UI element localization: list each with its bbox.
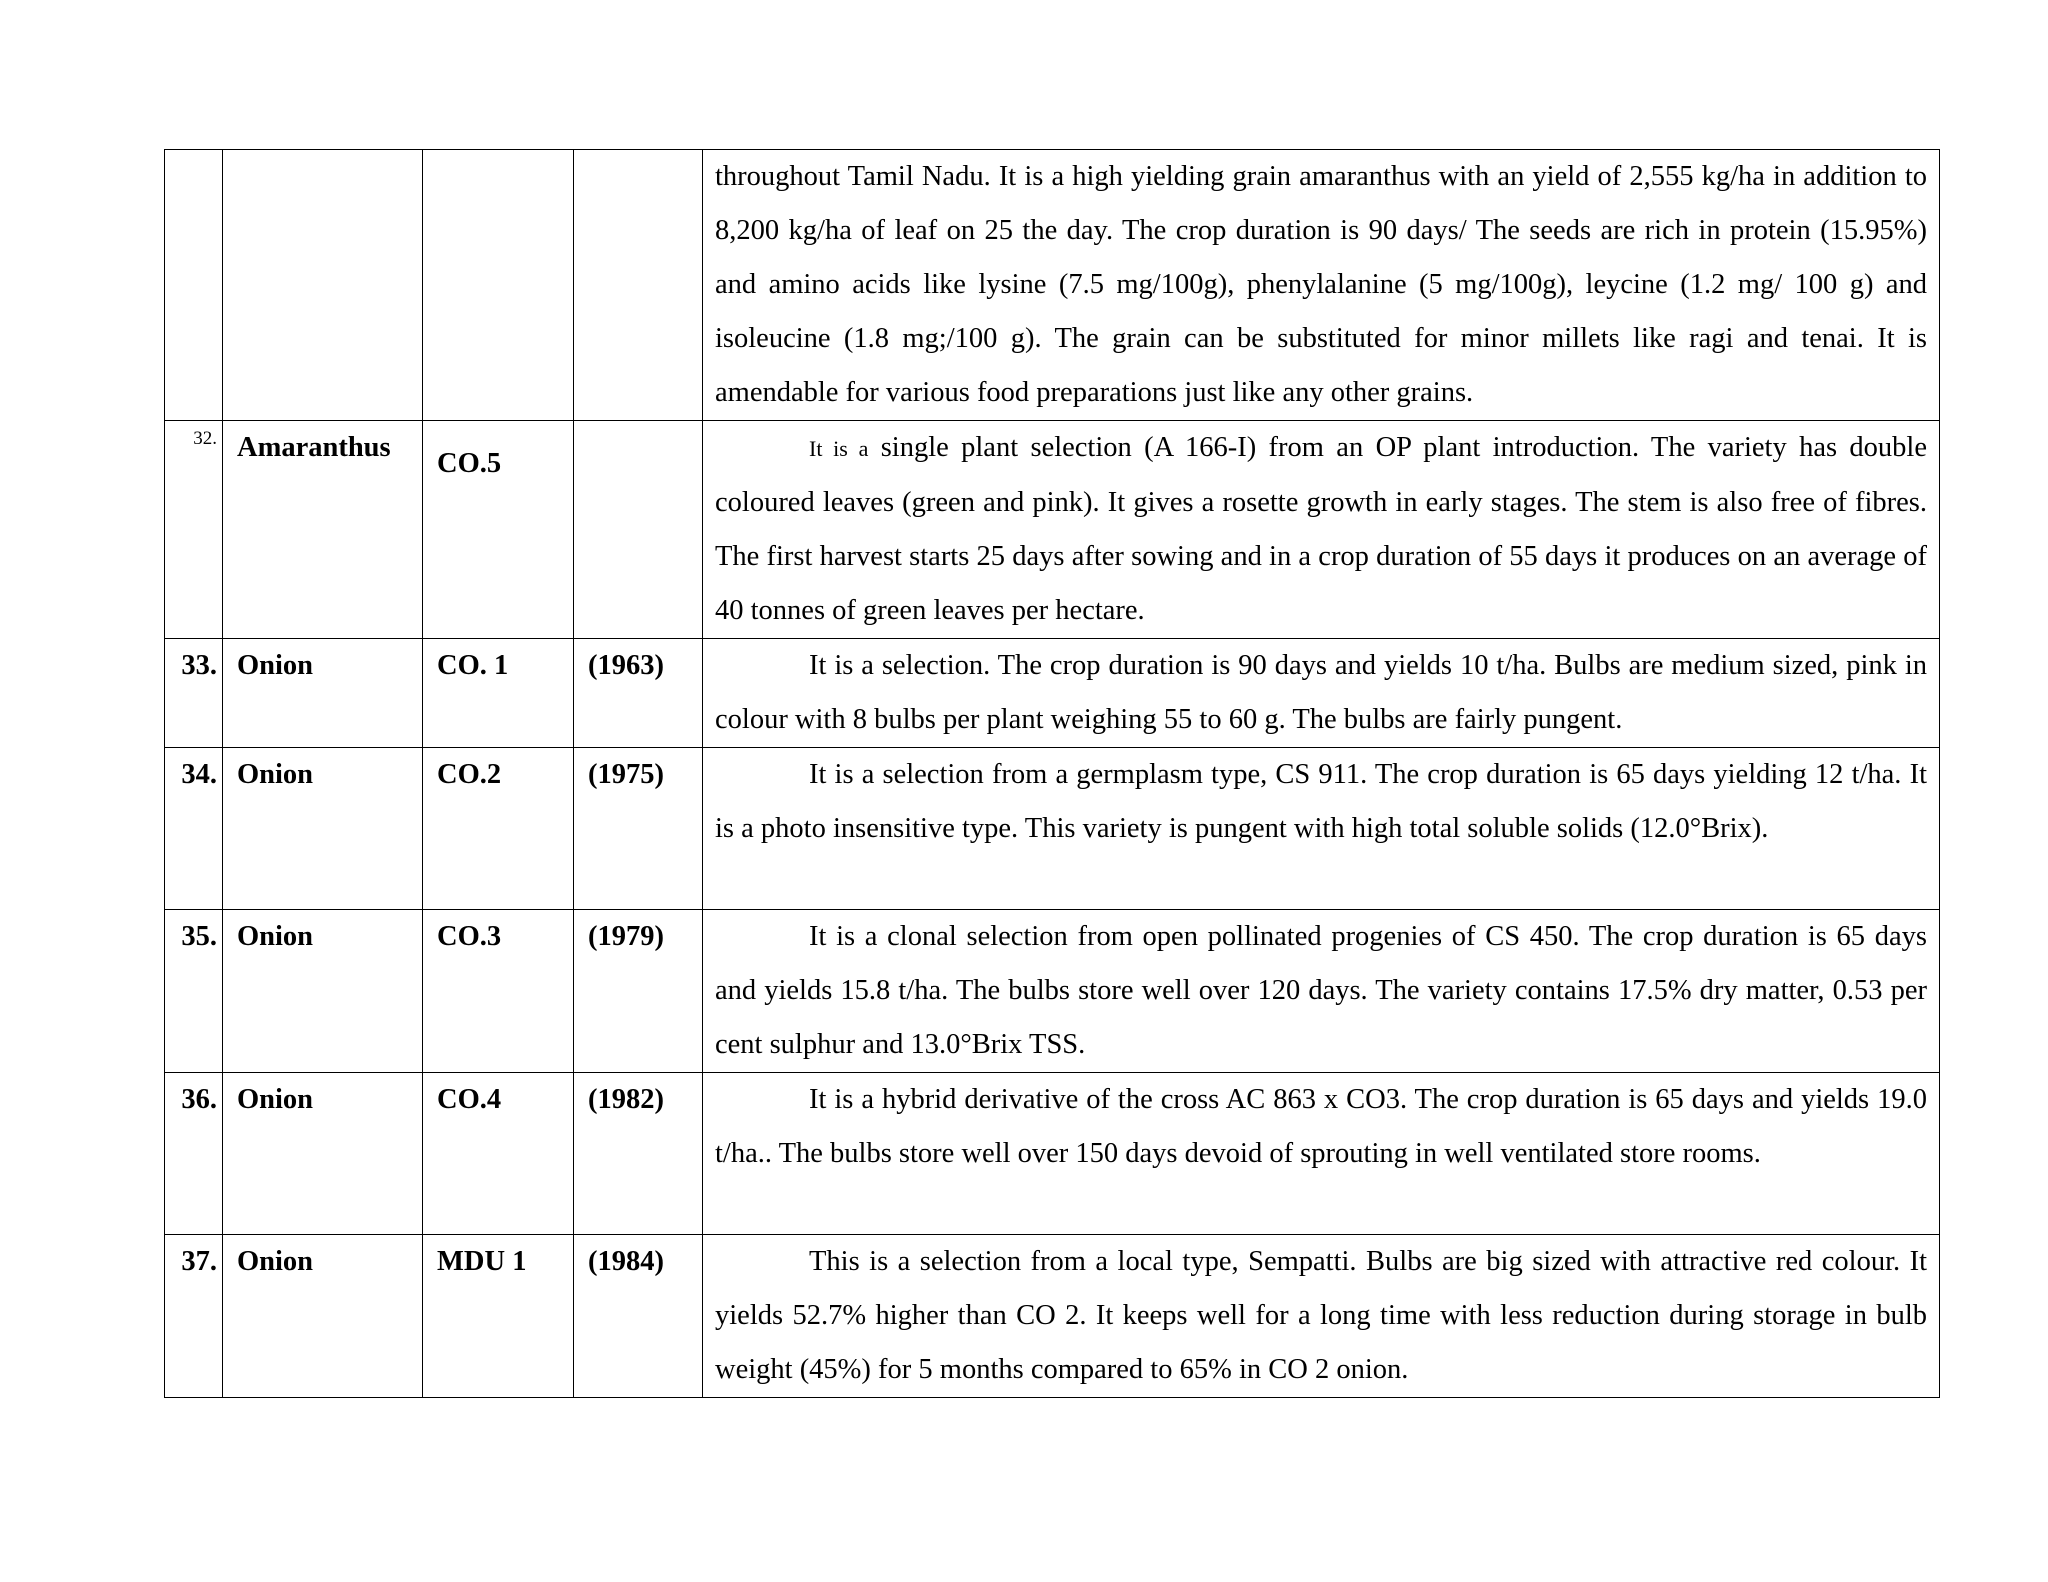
variety-cell xyxy=(423,150,574,421)
crop-cell: Onion xyxy=(223,639,423,748)
crop-cell xyxy=(223,150,423,421)
crop-cell: Onion xyxy=(223,1235,423,1398)
variety-cell: CO.5 xyxy=(423,421,574,639)
table-row xyxy=(165,910,1940,1073)
serial-number-cell: 33. xyxy=(165,639,223,748)
description-lead: It is a xyxy=(809,436,869,461)
variety-cell: CO. 1 xyxy=(423,639,574,748)
year-cell xyxy=(574,150,703,421)
description-cell xyxy=(703,1073,1940,1235)
description-cell xyxy=(703,1235,1940,1398)
year-cell: (1975) xyxy=(574,748,703,910)
serial-number-cell: 36. xyxy=(165,1073,223,1235)
description-cell xyxy=(703,748,1940,910)
description-text: It is a clonal selection from open pollinated progenies of CS 450. The crop duration is 65 days and yields 15.8 t/ha. The bulbs store well over 120 days. The variety contains 17.5% dry matter, 0.53 per cent sulphur and 13.0°Brix TSS. xyxy=(715,921,1927,1060)
variety-cell: CO.2 xyxy=(423,748,574,910)
description-cell xyxy=(703,150,1940,421)
description-cell xyxy=(703,421,1940,639)
table-row xyxy=(165,1073,1940,1235)
table-row xyxy=(165,639,1940,748)
variety-cell: CO.4 xyxy=(423,1073,574,1235)
crop-cell: Onion xyxy=(223,1073,423,1235)
table-row xyxy=(165,1235,1940,1398)
variety-cell: MDU 1 xyxy=(423,1235,574,1398)
varieties-table xyxy=(164,149,1940,1398)
crop-cell: Amaranthus xyxy=(223,421,423,639)
serial-number-cell: 34. xyxy=(165,748,223,910)
description-text: single plant selection (A 166-I) from an OP plant introduction. The variety has double coloured leaves (green and pink). It gives a rosette growth in early stages. The stem is also free of fibres. The first harvest starts 25 days after sowing and in a crop duration of 55 days it produces on an average of 40 tonnes of green leaves per hectare. xyxy=(715,432,1927,626)
crop-cell: Onion xyxy=(223,748,423,910)
serial-number-cell: 32. xyxy=(165,421,223,639)
description-cell xyxy=(703,639,1940,748)
serial-number-cell: 35. xyxy=(165,910,223,1073)
table-row xyxy=(165,421,1940,639)
year-cell: (1979) xyxy=(574,910,703,1073)
year-cell: (1982) xyxy=(574,1073,703,1235)
year-cell: (1984) xyxy=(574,1235,703,1398)
variety-cell: CO.3 xyxy=(423,910,574,1073)
description-text: This is a selection from a local type, Sempatti. Bulbs are big sized with attractive red colour. It yields 52.7% higher than CO 2. It keeps well for a long time with less reduction during storage in bulb weight (45%) for 5 months compared to 65% in CO 2 onion. xyxy=(715,1246,1927,1385)
table-row xyxy=(165,748,1940,910)
description-text: It is a selection from a germplasm type, CS 911. The crop duration is 65 days yielding 12 t/ha. It is a photo insensitive type. This variety is pungent with high total soluble solids (12.0°Brix). xyxy=(715,759,1927,844)
description-cell xyxy=(703,910,1940,1073)
table-row xyxy=(165,150,1940,421)
description-text: It is a hybrid derivative of the cross AC 863 x CO3. The crop duration is 65 days and yields 19.0 t/ha.. The bulbs store well over 150 days devoid of sprouting in well ventilated store rooms. xyxy=(715,1084,1927,1169)
serial-number-cell: 37. xyxy=(165,1235,223,1398)
crop-cell: Onion xyxy=(223,910,423,1073)
year-cell: (1963) xyxy=(574,639,703,748)
serial-number-cell xyxy=(165,150,223,421)
description-text: throughout Tamil Nadu. It is a high yielding grain amaranthus with an yield of 2,555 kg/ha in addition to 8,200 kg/ha of leaf on 25 the day. The crop duration is 90 days/ The seeds are rich in protein (15.95%) and amino acids like lysine (7.5 mg/100g), phenylalanine (5 mg/100g), leycine (1.2 mg/ 100 g) and isoleucine (1.8 mg;/100 g). The grain can be substituted for minor millets like ragi and tenai. It is amendable for various food preparations just like any other grains. xyxy=(715,161,1927,408)
description-text: It is a selection. The crop duration is 90 days and yields 10 t/ha. Bulbs are medium sized, pink in colour with 8 bulbs per plant weighing 55 to 60 g. The bulbs are fairly pungent. xyxy=(715,650,1927,735)
year-cell xyxy=(574,421,703,639)
